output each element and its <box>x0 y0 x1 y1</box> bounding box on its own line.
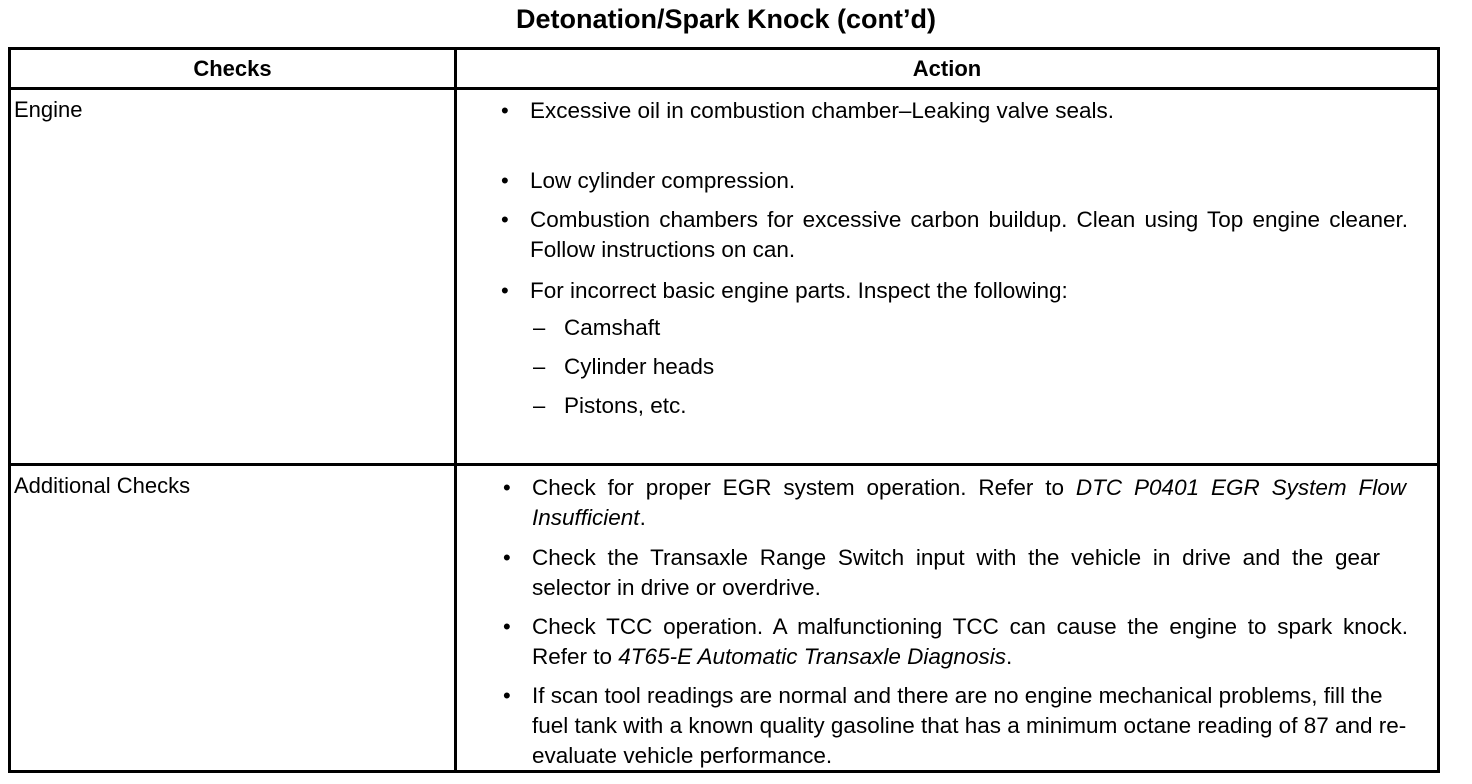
header-checks: Checks <box>193 56 272 81</box>
bullet: • <box>503 545 511 570</box>
action-text-tail: . <box>639 505 646 530</box>
action-item: Low cylinder compression. <box>530 168 796 193</box>
bullet: • <box>501 278 509 303</box>
row-rule <box>8 463 1440 466</box>
bullet: • <box>503 475 511 500</box>
header-action: Action <box>912 56 982 81</box>
table-border-left <box>8 47 11 773</box>
page-title: Detonation/Spark Knock (cont’d) <box>515 4 937 34</box>
header-rule <box>8 87 1440 90</box>
table-border-right <box>1437 47 1440 773</box>
action-text: Check for proper EGR system operation. Refer to <box>532 475 1076 500</box>
bullet: • <box>501 207 509 232</box>
action-item <box>532 612 1408 672</box>
dash: – <box>533 393 546 418</box>
bullet: • <box>503 614 511 639</box>
action-item: Excessive oil in combustion chamber–Leaking valve seals. <box>530 98 1115 123</box>
action-reference: 4T65-E Automatic Transaxle Diagnosis <box>618 644 1006 669</box>
sub-item: Camshaft <box>564 315 661 340</box>
bullet: • <box>501 168 509 193</box>
action-item: Combustion chambers for excessive carbon buildup. Clean using Top engine cleaner. Follow instructions on can. <box>530 207 1408 262</box>
action-text: Check TCC operation. A malfunctioning TCC can cause the engine to spark knock. Refer to <box>532 614 1408 669</box>
sub-item: Pistons, etc. <box>564 393 687 418</box>
sub-item: Cylinder heads <box>564 354 715 379</box>
action-text-tail: . <box>1005 644 1013 669</box>
check-label-engine: Engine <box>14 97 83 122</box>
bullet: • <box>501 98 509 123</box>
action-item: Check the Transaxle Range Switch input with the vehicle in drive and the gear selector in drive or overdrive. <box>532 545 1380 600</box>
table-border-top <box>8 47 1440 50</box>
dash: – <box>533 315 546 340</box>
action-item: If scan tool readings are normal and there are no engine mechanical problems, fill the fuel tank with a known quality gasoline that has a minimum octane reading of 87 and re-evaluate vehicle performance. <box>532 683 1407 768</box>
column-divider <box>454 47 457 773</box>
action-reference: DTC P0401 EGR System Flow Insufficient <box>532 475 1406 530</box>
action-item: For incorrect basic engine parts. Inspect the following: <box>530 278 1068 303</box>
dash: – <box>533 354 546 379</box>
check-label-additional: Additional Checks <box>14 473 191 498</box>
bullet: • <box>503 683 511 708</box>
action-item <box>532 473 1406 533</box>
